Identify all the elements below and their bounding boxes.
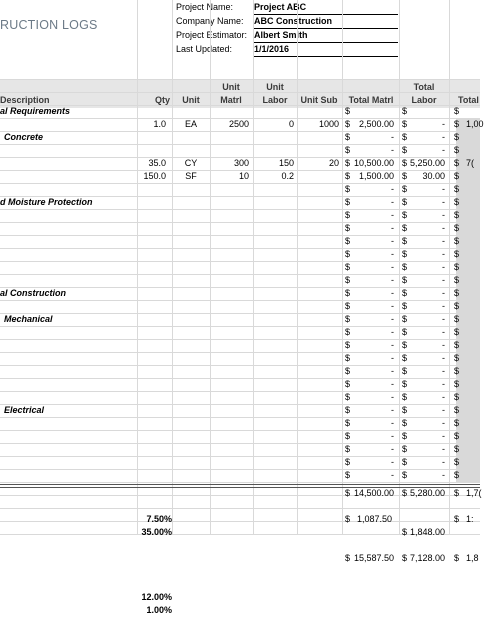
row-description[interactable] bbox=[0, 391, 130, 404]
total-matrl-currency[interactable]: $ bbox=[345, 444, 351, 454]
meta-value[interactable]: Albert Smith bbox=[254, 29, 398, 43]
meta-label: Project Estimator: bbox=[176, 30, 248, 40]
total-labor-currency[interactable]: $ bbox=[402, 249, 408, 259]
row-unit-labor[interactable]: 0.2 bbox=[281, 171, 294, 181]
grid-column-line bbox=[399, 0, 400, 534]
total-labor-currency[interactable]: $ bbox=[402, 132, 408, 142]
total-labor-currency[interactable]: $ bbox=[402, 223, 408, 233]
row-unit[interactable]: EA bbox=[184, 119, 197, 129]
grid-column-line bbox=[449, 0, 450, 534]
summary-total-matrl[interactable]: 15,587.50 bbox=[353, 553, 394, 563]
row-total-labor[interactable]: - bbox=[442, 444, 445, 454]
row-total-labor[interactable]: 30.00 bbox=[422, 171, 445, 181]
row-total-labor[interactable]: - bbox=[442, 249, 445, 259]
total-cut-currency[interactable]: $ bbox=[454, 236, 460, 246]
logo-text: RUCTION LOGS bbox=[0, 18, 98, 32]
row-total-matrl[interactable]: 10,500.00 bbox=[353, 158, 394, 168]
total-matrl-currency[interactable]: $ bbox=[345, 288, 351, 298]
total-cut-currency[interactable]: $ bbox=[454, 366, 460, 376]
markup-percent[interactable]: 12.00% bbox=[141, 592, 172, 602]
total-labor-currency[interactable]: $ bbox=[402, 353, 408, 363]
total-matrl-currency[interactable]: $ bbox=[345, 119, 351, 129]
summary-total-matrl[interactable]: 14,500.00 bbox=[353, 488, 394, 498]
row-total-matrl[interactable]: - bbox=[391, 392, 394, 402]
row-total-matrl[interactable]: - bbox=[391, 444, 394, 454]
total-matrl-currency[interactable]: $ bbox=[345, 184, 351, 194]
row-description[interactable] bbox=[0, 235, 130, 248]
meta-label: Company Name: bbox=[176, 16, 244, 26]
row-description[interactable] bbox=[0, 339, 130, 352]
total-labor-currency[interactable]: $ bbox=[402, 119, 408, 129]
total-matrl-currency[interactable]: $ bbox=[345, 392, 351, 402]
row-unit-sub[interactable]: 1000 bbox=[318, 119, 339, 129]
grid-column-line bbox=[297, 0, 298, 534]
total-cut-currency[interactable]: $ bbox=[454, 392, 460, 402]
total-labor-currency[interactable]: $ bbox=[402, 314, 408, 324]
row-total-matrl[interactable]: - bbox=[391, 457, 394, 467]
row-qty[interactable]: 150.0 bbox=[143, 171, 166, 181]
row-total-labor[interactable]: - bbox=[442, 392, 445, 402]
row-description[interactable] bbox=[0, 456, 130, 469]
total-cut-currency[interactable]: $ bbox=[454, 158, 460, 168]
total-cut-currency[interactable]: $ bbox=[454, 431, 460, 441]
total-matrl-currency[interactable]: $ bbox=[345, 340, 351, 350]
row-description[interactable] bbox=[0, 144, 130, 157]
markup-percent[interactable]: 7.50% bbox=[146, 514, 172, 524]
total-matrl-currency[interactable]: $ bbox=[345, 132, 351, 142]
col-unit-sub[interactable]: Unit Sub bbox=[300, 95, 338, 105]
row-total-matrl[interactable]: - bbox=[391, 470, 394, 480]
total-matrl-currency[interactable]: $ bbox=[345, 197, 351, 207]
total-matrl-currency[interactable]: $ bbox=[345, 379, 351, 389]
grid-column-line bbox=[172, 0, 173, 534]
total-cut-currency[interactable]: $ bbox=[454, 210, 460, 220]
total-matrl-currency[interactable]: $ bbox=[345, 366, 351, 376]
total-labor-currency[interactable]: $ bbox=[402, 444, 408, 454]
row-description[interactable]: d Moisture Protection bbox=[0, 197, 93, 207]
row-total-labor[interactable]: - bbox=[442, 353, 445, 363]
total-labor-currency[interactable]: $ bbox=[402, 327, 408, 337]
total-matrl-currency[interactable]: $ bbox=[345, 488, 351, 498]
row-unit-matrl[interactable]: 300 bbox=[233, 158, 249, 168]
total-cut-currency[interactable]: $ bbox=[454, 262, 460, 272]
col-unit-labor-2[interactable]: Labor bbox=[262, 95, 288, 105]
col-unit-labor-1[interactable]: Unit bbox=[266, 82, 284, 92]
row-total-labor[interactable]: - bbox=[442, 275, 445, 285]
total-labor-currency[interactable]: $ bbox=[402, 488, 408, 498]
summary-total-cut[interactable]: 1,7( bbox=[466, 488, 482, 498]
total-cut-currency[interactable]: $ bbox=[454, 327, 460, 337]
row-description[interactable] bbox=[0, 469, 130, 482]
total-labor-currency[interactable]: $ bbox=[402, 288, 408, 298]
meta-value[interactable]: 1/1/2016 bbox=[254, 43, 398, 57]
row-description[interactable] bbox=[0, 274, 130, 287]
total-matrl-currency[interactable]: $ bbox=[345, 223, 351, 233]
total-cut-currency[interactable]: $ bbox=[454, 405, 460, 415]
row-total-matrl[interactable]: - bbox=[391, 275, 394, 285]
row-total-matrl[interactable]: - bbox=[391, 262, 394, 272]
total-matrl-currency[interactable]: $ bbox=[345, 470, 351, 480]
row-unit-sub[interactable] bbox=[298, 170, 339, 183]
total-cut-currency[interactable]: $ bbox=[454, 197, 460, 207]
total-matrl-currency[interactable]: $ bbox=[345, 106, 351, 116]
markup-percent[interactable]: 35.00% bbox=[141, 527, 172, 537]
total-labor-currency[interactable]: $ bbox=[402, 210, 408, 220]
row-total-labor[interactable]: - bbox=[442, 431, 445, 441]
total-labor-currency[interactable]: $ bbox=[402, 553, 408, 563]
col-unit-matrl-1[interactable]: Unit bbox=[222, 82, 240, 92]
row-description[interactable] bbox=[0, 300, 130, 313]
row-total-matrl[interactable]: - bbox=[391, 288, 394, 298]
total-cut-currency[interactable]: $ bbox=[454, 470, 460, 480]
row-total-cut[interactable]: 1,00 bbox=[466, 119, 484, 129]
total-matrl-currency[interactable]: $ bbox=[345, 262, 351, 272]
total-cut-currency[interactable]: $ bbox=[454, 418, 460, 428]
col-description[interactable]: Description bbox=[0, 95, 50, 105]
row-total-labor[interactable]: - bbox=[442, 366, 445, 376]
total-labor-currency[interactable]: $ bbox=[402, 145, 408, 155]
total-matrl-currency[interactable]: $ bbox=[345, 353, 351, 363]
total-cut-currency[interactable]: $ bbox=[454, 553, 460, 563]
row-total-matrl[interactable]: - bbox=[391, 132, 394, 142]
grid-row-line bbox=[0, 521, 480, 522]
row-description[interactable] bbox=[0, 248, 130, 261]
summary-total-labor[interactable]: 5,280.00 bbox=[409, 488, 445, 498]
row-total-matrl[interactable]: - bbox=[391, 353, 394, 363]
row-description[interactable] bbox=[0, 352, 130, 365]
total-labor-currency[interactable]: $ bbox=[402, 236, 408, 246]
row-total-labor[interactable]: - bbox=[442, 470, 445, 480]
total-matrl-currency[interactable]: $ bbox=[345, 210, 351, 220]
markup-percent[interactable]: 1.00% bbox=[146, 605, 172, 615]
col-total-labor-1[interactable]: Total bbox=[413, 82, 435, 92]
summary-total-cut[interactable]: 1: bbox=[466, 514, 474, 524]
row-total-labor[interactable]: - bbox=[442, 236, 445, 246]
row-total-labor[interactable]: - bbox=[442, 184, 445, 194]
total-cut-currency[interactable]: $ bbox=[454, 145, 460, 155]
row-total-matrl[interactable]: 1,500.00 bbox=[358, 171, 394, 181]
grid-row-line bbox=[0, 79, 480, 80]
total-labor-currency[interactable]: $ bbox=[402, 470, 408, 480]
row-total-matrl[interactable]: - bbox=[391, 431, 394, 441]
row-total-matrl[interactable]: - bbox=[391, 340, 394, 350]
row-total-matrl[interactable]: - bbox=[391, 145, 394, 155]
total-matrl-currency[interactable]: $ bbox=[345, 275, 351, 285]
row-description[interactable] bbox=[0, 378, 130, 391]
total-labor-currency[interactable]: $ bbox=[402, 431, 408, 441]
row-total-matrl[interactable]: - bbox=[391, 197, 394, 207]
summary-total-cut[interactable]: 1,8 bbox=[466, 553, 479, 563]
row-total-labor[interactable]: - bbox=[442, 210, 445, 220]
total-cut-currency[interactable]: $ bbox=[454, 106, 460, 116]
row-total-labor[interactable]: - bbox=[442, 262, 445, 272]
total-cut-currency[interactable]: $ bbox=[454, 314, 460, 324]
row-description[interactable] bbox=[0, 326, 130, 339]
row-unit-labor[interactable]: 0 bbox=[288, 119, 294, 129]
row-unit-sub[interactable]: 20 bbox=[328, 158, 339, 168]
row-total-labor[interactable]: - bbox=[442, 340, 445, 350]
total-cut-currency[interactable]: $ bbox=[454, 301, 460, 311]
col-total-cut[interactable]: Total bbox=[458, 95, 479, 105]
summary-total-matrl[interactable]: 1,087.50 bbox=[357, 514, 393, 524]
total-matrl-currency[interactable]: $ bbox=[345, 236, 351, 246]
row-total-matrl[interactable]: - bbox=[391, 405, 394, 415]
total-cut-currency[interactable]: $ bbox=[454, 444, 460, 454]
row-description[interactable] bbox=[0, 209, 130, 222]
row-total-labor[interactable]: - bbox=[442, 132, 445, 142]
total-matrl-currency[interactable]: $ bbox=[345, 314, 351, 324]
total-labor-currency[interactable]: $ bbox=[402, 340, 408, 350]
total-cut-currency[interactable]: $ bbox=[454, 119, 460, 129]
row-description[interactable] bbox=[0, 443, 130, 456]
row-description[interactable]: al Construction bbox=[0, 288, 67, 298]
row-unit[interactable]: SF bbox=[185, 171, 197, 181]
total-cut-currency[interactable]: $ bbox=[454, 275, 460, 285]
row-description[interactable] bbox=[0, 118, 130, 131]
total-labor-currency[interactable]: $ bbox=[402, 106, 408, 116]
row-unit[interactable]: CY bbox=[184, 158, 198, 168]
row-total-labor[interactable]: - bbox=[442, 379, 445, 389]
total-cut-currency[interactable]: $ bbox=[454, 488, 460, 498]
grid-column-line bbox=[210, 0, 211, 534]
row-total-matrl[interactable]: - bbox=[391, 327, 394, 337]
row-description[interactable]: Mechanical bbox=[4, 314, 53, 324]
row-total-labor[interactable]: - bbox=[442, 301, 445, 311]
meta-value[interactable]: ABC Construction bbox=[254, 15, 398, 29]
col-total-labor-2[interactable]: Labor bbox=[411, 95, 437, 105]
summary-total-labor[interactable]: 1,848.00 bbox=[409, 527, 445, 537]
row-qty[interactable]: 35.0 bbox=[148, 158, 166, 168]
total-cut-currency[interactable]: $ bbox=[454, 223, 460, 233]
total-matrl-currency[interactable]: $ bbox=[345, 145, 351, 155]
row-total-labor[interactable]: - bbox=[442, 457, 445, 467]
total-cut-currency[interactable]: $ bbox=[454, 353, 460, 363]
total-labor-currency[interactable]: $ bbox=[402, 184, 408, 194]
row-total-labor[interactable]: - bbox=[442, 418, 445, 428]
row-total-labor[interactable]: - bbox=[442, 223, 445, 233]
grid-column-line bbox=[137, 0, 138, 534]
total-cut-currency[interactable]: $ bbox=[454, 171, 460, 181]
row-total-matrl[interactable]: - bbox=[391, 249, 394, 259]
total-matrl-currency[interactable]: $ bbox=[345, 158, 351, 168]
total-matrl-currency[interactable]: $ bbox=[345, 418, 351, 428]
total-matrl-currency[interactable]: $ bbox=[345, 171, 351, 181]
row-total-matrl[interactable]: - bbox=[391, 301, 394, 311]
row-total-matrl[interactable]: - bbox=[391, 366, 394, 376]
total-labor-currency[interactable]: $ bbox=[402, 262, 408, 272]
row-total-matrl[interactable]: - bbox=[391, 236, 394, 246]
total-matrl-currency[interactable]: $ bbox=[345, 249, 351, 259]
row-description[interactable] bbox=[0, 183, 130, 196]
grid-row-line bbox=[0, 508, 480, 509]
row-total-labor[interactable]: - bbox=[442, 197, 445, 207]
summary-total-labor[interactable]: 7,128.00 bbox=[409, 553, 445, 563]
row-total-labor[interactable]: - bbox=[442, 288, 445, 298]
grid-row-line bbox=[0, 482, 480, 483]
row-total-matrl[interactable]: - bbox=[391, 418, 394, 428]
total-matrl-currency[interactable]: $ bbox=[345, 405, 351, 415]
row-total-matrl[interactable]: 2,500.00 bbox=[358, 119, 394, 129]
total-labor-currency[interactable]: $ bbox=[402, 527, 408, 537]
total-cut-currency[interactable]: $ bbox=[454, 184, 460, 194]
row-total-labor[interactable]: 5,250.00 bbox=[409, 158, 445, 168]
total-cut-currency[interactable]: $ bbox=[454, 340, 460, 350]
row-description[interactable] bbox=[0, 222, 130, 235]
total-labor-currency[interactable]: $ bbox=[402, 197, 408, 207]
row-description[interactable] bbox=[0, 170, 130, 183]
total-cut-currency[interactable]: $ bbox=[454, 379, 460, 389]
total-labor-currency[interactable]: $ bbox=[402, 405, 408, 415]
row-total-labor[interactable]: - bbox=[442, 405, 445, 415]
total-labor-currency[interactable]: $ bbox=[402, 418, 408, 428]
row-description[interactable]: Concrete bbox=[4, 132, 44, 142]
row-total-matrl[interactable]: - bbox=[391, 223, 394, 233]
total-labor-currency[interactable]: $ bbox=[402, 301, 408, 311]
row-description[interactable]: Electrical bbox=[4, 405, 45, 415]
row-total-matrl[interactable]: - bbox=[391, 184, 394, 194]
col-unit-matrl-2[interactable]: Matrl bbox=[220, 95, 242, 105]
row-description[interactable] bbox=[0, 365, 130, 378]
meta-label: Last Updated: bbox=[176, 44, 233, 54]
row-total-labor[interactable]: - bbox=[442, 119, 445, 129]
row-description[interactable]: al Requirements bbox=[0, 106, 71, 116]
row-description[interactable] bbox=[0, 261, 130, 274]
row-total-cut[interactable]: 7( bbox=[466, 158, 475, 168]
meta-value[interactable]: Project ABC bbox=[254, 1, 398, 15]
row-unit-matrl[interactable]: 2500 bbox=[228, 119, 249, 129]
grid-row-line bbox=[0, 92, 480, 93]
row-total-matrl[interactable]: - bbox=[391, 210, 394, 220]
total-labor-currency[interactable]: $ bbox=[402, 171, 408, 181]
total-cut-currency[interactable]: $ bbox=[454, 514, 460, 524]
row-unit-labor[interactable]: 150 bbox=[278, 158, 294, 168]
total-cut-currency[interactable]: $ bbox=[454, 132, 460, 142]
row-description[interactable] bbox=[0, 157, 130, 170]
grid-column-line bbox=[342, 0, 343, 534]
total-labor-currency[interactable]: $ bbox=[402, 392, 408, 402]
total-labor-currency[interactable]: $ bbox=[402, 457, 408, 467]
row-total-labor[interactable]: - bbox=[442, 327, 445, 337]
row-total-labor[interactable]: - bbox=[442, 314, 445, 324]
row-description[interactable] bbox=[0, 417, 130, 430]
total-labor-currency[interactable]: $ bbox=[402, 158, 408, 168]
total-labor-currency[interactable]: $ bbox=[402, 275, 408, 285]
total-matrl-currency[interactable]: $ bbox=[345, 514, 351, 524]
row-description[interactable] bbox=[0, 430, 130, 443]
meta-label: Project Name: bbox=[176, 2, 234, 12]
total-cut-currency[interactable]: $ bbox=[454, 288, 460, 298]
total-labor-currency[interactable]: $ bbox=[402, 366, 408, 376]
row-qty[interactable]: 1.0 bbox=[153, 119, 166, 129]
col-unit[interactable]: Unit bbox=[182, 95, 200, 105]
total-matrl-currency[interactable]: $ bbox=[345, 431, 351, 441]
col-total-matrl[interactable]: Total Matrl bbox=[348, 95, 394, 105]
row-unit-matrl[interactable]: 10 bbox=[238, 171, 249, 181]
total-matrl-currency[interactable]: $ bbox=[345, 553, 351, 563]
total-labor-currency[interactable]: $ bbox=[402, 379, 408, 389]
col-qty[interactable]: Qty bbox=[154, 95, 170, 105]
total-matrl-currency[interactable]: $ bbox=[345, 457, 351, 467]
row-total-labor[interactable]: - bbox=[442, 145, 445, 155]
total-matrl-currency[interactable]: $ bbox=[345, 301, 351, 311]
total-matrl-currency[interactable]: $ bbox=[345, 327, 351, 337]
grid-column-line bbox=[253, 0, 254, 534]
total-cut-currency[interactable]: $ bbox=[454, 249, 460, 259]
total-cut-currency[interactable]: $ bbox=[454, 457, 460, 467]
row-total-matrl[interactable]: - bbox=[391, 314, 394, 324]
row-total-matrl[interactable]: - bbox=[391, 379, 394, 389]
